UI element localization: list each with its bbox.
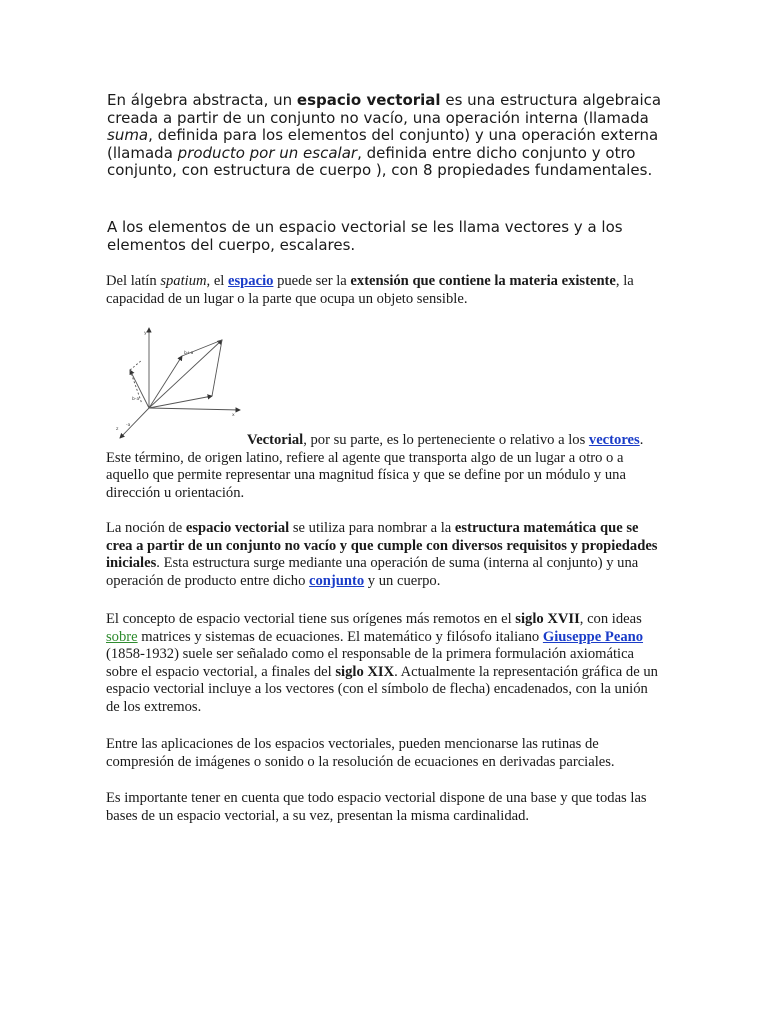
term-vectorial: Vectorial — [247, 432, 304, 448]
term-siglo-xix: siglo XIX — [335, 663, 395, 680]
text-run: , el — [206, 273, 229, 289]
label-z: z — [116, 427, 119, 432]
text-run: es una estructura algebraica creada a partir de un conjunto no vacío, una operación interna (llamada — [107, 91, 662, 127]
term-espacio-vectorial: espacio vectorial — [296, 91, 441, 109]
text-run: se utiliza para nombrar a la — [289, 520, 455, 536]
label-b-plus-a: b+a — [184, 351, 194, 356]
text-run: . Actualmente la representación gráfica de un espacio vectorial incluye a los vectores (con el símbolo de flecha) encadenados, con la unión de los extremos. — [106, 663, 658, 715]
vector-diff — [130, 370, 149, 408]
text-run: , con ideas — [579, 611, 642, 627]
label-minus-a: -a — [126, 423, 131, 428]
paragraph-etymology — [106, 273, 666, 308]
text-run: . Este término, de origen latino, refiere al agente que transporta algo de un lugar a otro o a aquello que permite representar una magnitud física y que se define por un módulo y una dirección u orientación. — [106, 432, 644, 501]
text-run: , por su parte, es lo perteneciente o relativo a los — [303, 432, 589, 448]
label-x: x — [232, 413, 235, 418]
paragraph-definition — [107, 92, 667, 180]
paragraph-vectorial — [106, 432, 662, 502]
term-spatium: spatium — [160, 273, 207, 289]
parallelogram-edge — [130, 360, 142, 370]
paragraph-aplicaciones: Entre las aplicaciones de los espacios vectoriales, pueden mencionarse las rutinas de compresión de imágenes o sonido o la resolución de ecuaciones en derivadas parciales. — [106, 736, 615, 770]
text-run: (1858-1932) suele ser señalado como el responsable de la primera formulación axiomática sobre el espacio vectorial, a finales del — [106, 646, 635, 680]
link-vectores[interactable]: vectores — [588, 432, 640, 448]
text-run: puede ser la — [273, 273, 351, 289]
x-axis — [149, 408, 240, 410]
term-espacio-vectorial: espacio vectorial — [185, 520, 290, 536]
vector-diagram — [112, 326, 254, 444]
text-run: y un cuerpo. — [364, 572, 441, 589]
link-conjunto[interactable]: conjunto — [309, 572, 365, 589]
term-estructura: estructura matemática que se crea a partir de un conjunto no vacío y que cumple con diversos requisitos y propiedades iniciales — [106, 520, 658, 572]
text-run: . Esta estructura surge mediante una operación de suma (interna al conjunto) y una operación de producto entre dicho — [106, 555, 639, 589]
link-giuseppe-peano[interactable]: Giuseppe Peano — [542, 628, 644, 645]
term-extension: extensión que contiene la materia existente — [350, 273, 616, 289]
paragraph-historia — [106, 611, 662, 717]
text-run: matrices y sistemas de ecuaciones. El matemático y filósofo italiano — [137, 628, 543, 645]
text-run: El concepto de espacio vectorial tiene sus orígenes más remotos en el — [106, 611, 516, 627]
vector-b — [149, 396, 212, 408]
text-run: La noción de — [106, 520, 186, 536]
term-suma: suma — [107, 126, 149, 144]
term-producto-escalar: producto por un escalar — [177, 143, 358, 162]
text-run: En álgebra abstracta, un — [107, 91, 297, 109]
label-b-minus-a: b-a — [132, 397, 140, 402]
link-sobre[interactable]: sobre — [106, 628, 138, 645]
label-y: y — [144, 331, 147, 336]
paragraph-base: Es importante tener en cuenta que todo espacio vectorial dispone de una base y que todas las bases de un espacio vectorial, a su vez, presentan la misma cardinalidad. — [106, 790, 647, 824]
paragraph-elements: A los elementos de un espacio vectorial se les llama vectores y a los elementos del cuerpo, escalares. — [107, 218, 623, 254]
link-espacio[interactable]: espacio — [228, 273, 274, 289]
paragraph-nocion — [106, 520, 662, 590]
text-run: Del latín — [106, 273, 161, 289]
text-run: , la capacidad de un lugar o la parte que ocupa un objeto sensible. — [106, 273, 634, 307]
text-run: , definida entre dicho conjunto y otro conjunto, con estructura de cuerpo ), con 8 propiedades fundamentales. — [107, 143, 653, 179]
text-run: , definida para los elementos del conjunto) y una operación externa (llamada — [107, 126, 659, 162]
term-siglo-xvii: siglo XVII — [515, 611, 580, 627]
